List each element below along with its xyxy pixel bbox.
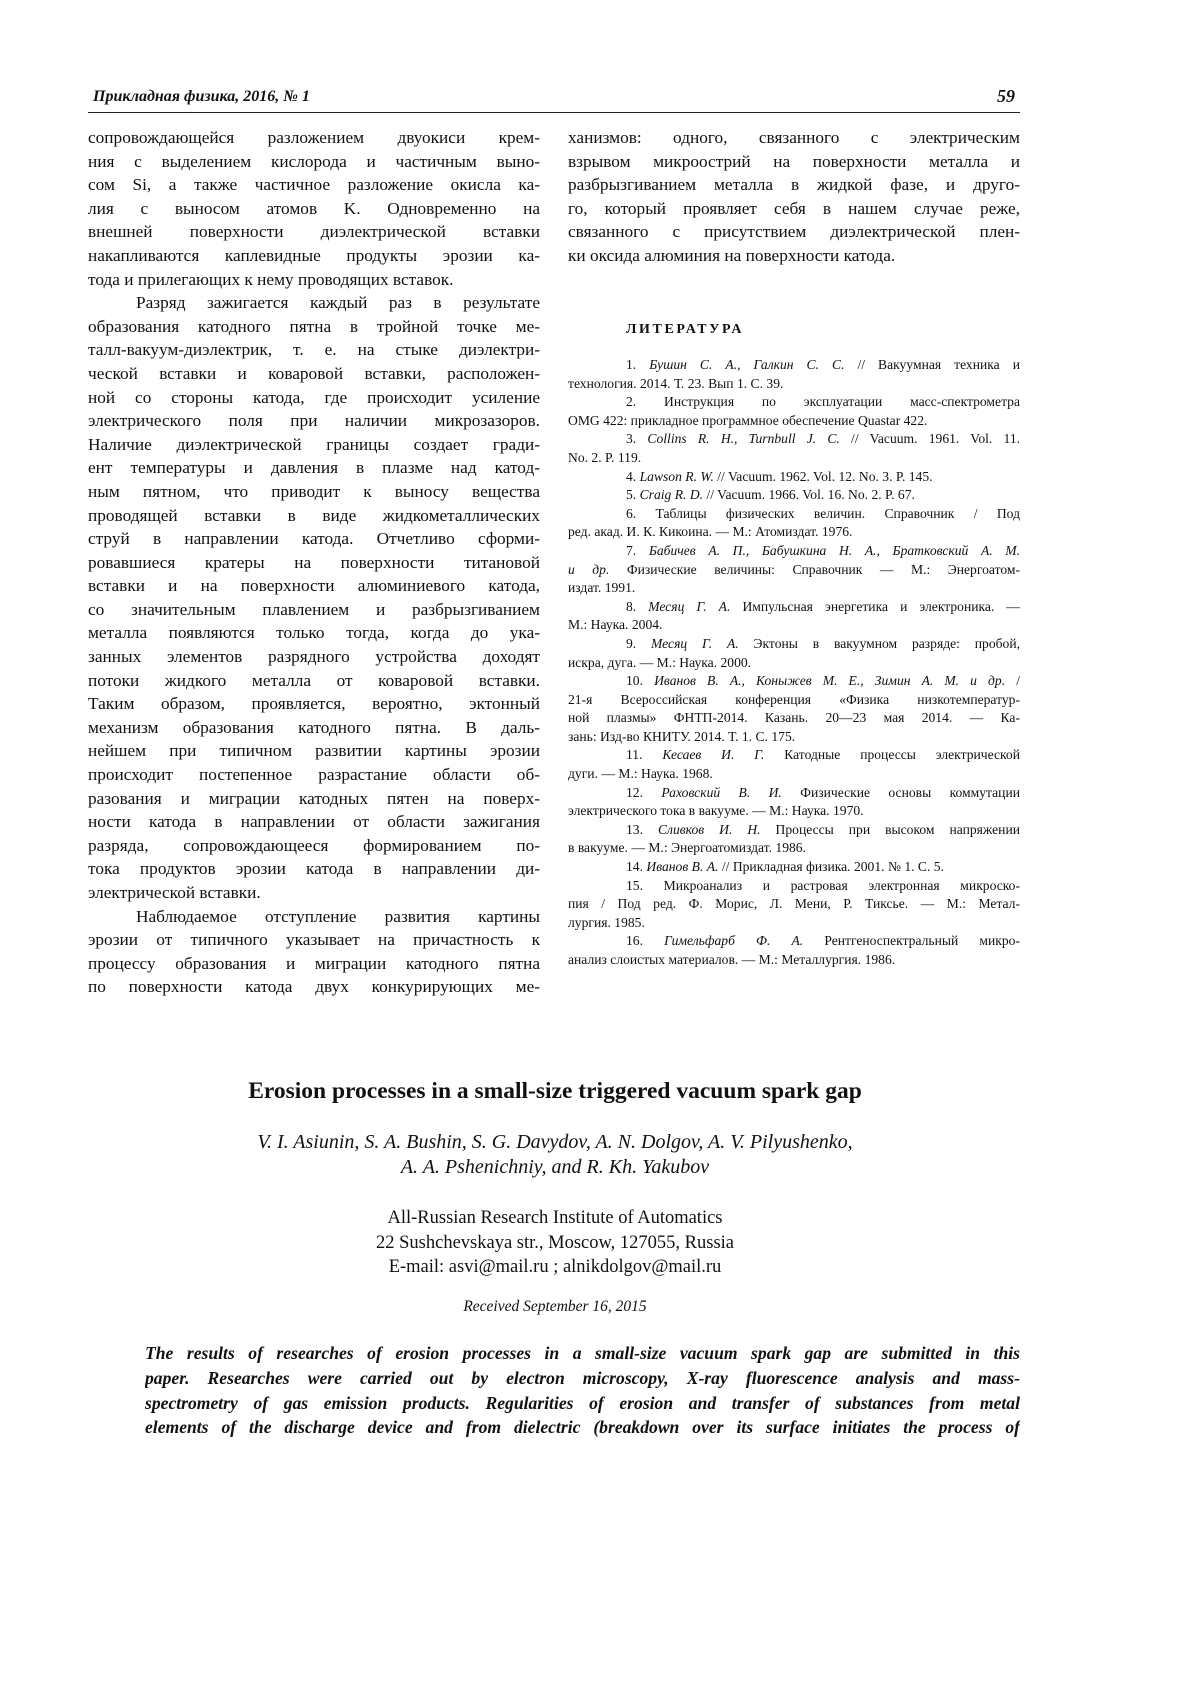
text-line: происходит постепенное разрастание области об- [88,765,540,785]
text-line: ческой вставки и коваровой вставки, расположен- [88,363,540,383]
reference-text: анализ слоистых материалов. — М.: Металлургия. 1986. [568,952,896,967]
reference-number: 11. [626,747,663,763]
reference-text: Физические основы коммутации [781,784,1020,800]
reference-text: зань: Изд-во КНИТУ. 2014. Т. 1. С. 175. [568,728,796,744]
reference-text: Таблицы физических величин. Справочник / Под [655,505,1020,521]
reference-item [568,821,1020,858]
reference-text: // Vacuum. 1961. Vol. 11. [839,431,1020,447]
reference-number: 8. [626,598,649,614]
reference-authors: Месяц Г. А. [651,635,739,651]
reference-line [568,449,1020,468]
reference-text: Процессы при высоком напряжении [760,821,1020,837]
reference-line [568,486,1020,505]
reference-text: Импульсная энергетика и электроника. — [730,598,1020,614]
page-number: 59 [997,86,1015,106]
reference-item [568,542,1020,598]
text-line: ной со стороны катода, где происходит усиление [88,387,540,407]
running-header [88,86,1020,113]
reference-authors: Иванов В. А., Коныжев М. Е., Зимин А. М. и др. [654,673,1006,689]
text-line: электрического поля при наличии микрозазоров. [88,411,540,431]
text-line: внешней поверхности диэлектрической вставки [88,222,540,242]
text-line: нейшем при типичном развитии картины эрозии [88,741,540,761]
reference-text: // Прикладная физика. 2001. № 1. С. 5. [718,859,944,875]
reference-item [568,505,1020,542]
reference-authors: Craig R. D. [639,487,704,503]
text-line: со значительным плавлением и разбрызгиванием [88,599,540,619]
reference-text: OMG 422: прикладное программное обеспечение Quastar 422. [568,412,928,428]
reference-number: 6. [626,505,656,521]
reference-text: М.: Наука. 2004. [568,617,663,633]
english-title: Erosion processes in a small-size triggered vacuum spark gap [248,1078,862,1104]
reference-text: / [1005,673,1020,689]
reference-text: Катодные процессы электрической [764,747,1020,763]
reference-number: 5. [626,487,640,503]
references-list [568,356,1020,970]
reference-line [568,393,1020,412]
reference-line [568,598,1020,617]
reference-text: // Vacuum. 1966. Vol. 16. No. 2. P. 67. [703,487,915,503]
text-line: ния с выделением кислорода и частичным выно- [88,151,540,171]
reference-text: Эктоны в вакуумном разряде: пробой, [738,635,1020,651]
text-line: электрической вставки. [88,883,261,902]
reference-text: электрического тока в вакууме. — М.: Наука. 1970. [568,803,864,819]
reference-line [568,375,1020,394]
reference-line [568,784,1020,803]
reference-number: 16. [626,933,665,949]
reference-line [568,821,1020,840]
reference-line [568,932,1020,951]
reference-text: // Vacuum. 1962. Vol. 12. No. 3. P. 145. [713,468,933,484]
reference-item [568,430,1020,467]
reference-line [568,542,1020,561]
reference-item [568,784,1020,821]
affiliation-line: All-Russian Research Institute of Automatics [387,1208,723,1228]
text-line: лия с выносом атомов K. Одновременно на [88,198,540,218]
abstract [145,1341,1020,1440]
reference-text: Физические величины: Справочник — М.: Энергоатом- [609,561,1020,577]
reference-line [568,412,1020,431]
reference-text: Инструкция по эксплуатации масс-спектрометра [664,394,1020,410]
text-line: ровавшиеся кратеры на поверхности титановой [88,552,540,572]
reference-line [568,523,1020,542]
journal-name: Прикладная физика, 2016, № 1 [93,88,310,105]
reference-number: 3. [626,431,648,447]
text-line: талл-вакуум-диэлектрик, т. е. на стыке диэлектри- [88,340,540,360]
reference-authors: Иванов В. А. [646,859,719,875]
body-column-right [568,126,1020,268]
reference-line [568,914,1020,933]
reference-line [568,468,1020,487]
reference-line [568,858,1020,877]
reference-text: Микроанализ и растровая электронная микроско- [663,877,1020,893]
reference-text: // Вакуумная техника и [844,357,1020,372]
paragraph [568,126,1020,268]
reference-text: Рентгеноспектральный микро- [803,933,1020,949]
reference-line [568,616,1020,635]
text-line: механизм образования катодного пятна. В даль- [88,717,540,737]
reference-item [568,672,1020,746]
text-line: ханизмов: одного, связанного с электрическим [568,128,1020,147]
reference-authors: Бабичев А. П., Бабушкина Н. А., Братковский А. М. [648,542,1020,558]
authors-line: V. I. Asiunin, S. A. Bushin, S. G. Davydov, A. N. Dolgov, A. V. Pilyushenko, [257,1131,853,1153]
reference-item [568,932,1020,969]
text-line: разряда, сопровождающееся формированием по- [88,835,540,855]
text-line: струй в направлении катода. Отчетливо сформи- [88,529,540,549]
reference-authors: и др. [568,561,610,577]
affiliation-email: E-mail: asvi@mail.ru ; alnikdolgov@mail.ru [388,1257,722,1277]
reference-line [568,654,1020,673]
reference-authors: Lawson R. W. [639,468,714,484]
text-line: потоки жидкого металла от коваровой вставки. [88,670,540,690]
text-line: сопровождающейся разложением двуокиси крем- [88,128,540,147]
text-line: эрозии от типичного указывает на причастность к [88,930,540,950]
reference-line [568,951,1020,970]
english-authors [0,1130,1155,1180]
reference-text: пия / Под ред. Ф. Морис, Л. Мени, Р. Тиксье. — М.: Метал- [568,896,1020,912]
reference-line [568,746,1020,765]
abstract-line: The results of researches of erosion processes in a small-size vacuum spark gap are submitted in this [145,1343,1020,1363]
reference-line [568,635,1020,654]
reference-authors: Гимельфарб Ф. А. [664,933,804,949]
reference-line [568,356,1020,375]
text-line: сом Si, а также частичное разложение окисла ка- [88,175,540,195]
reference-text: дуги. — М.: Наука. 1968. [568,766,713,782]
reference-text: издат. 1991. [568,580,636,596]
text-line: Наличие диэлектрической границы создает гради- [88,434,540,454]
reference-text: ред. акад. И. К. Кикоина. — М.: Атомиздат. 1976. [568,524,853,540]
reference-text: лургия. 1985. [568,914,645,930]
affiliation-line: 22 Sushchevskaya str., Moscow, 127055, Russia [376,1232,734,1253]
reference-text: No. 2. P. 119. [568,449,642,465]
reference-item [568,746,1020,783]
paragraph [88,291,540,904]
reference-line [568,802,1020,821]
text-line: процессу образования и миграции катодного пятна [88,953,540,973]
reference-line [568,728,1020,747]
text-line: по поверхности катода двух конкурирующих ме- [88,977,540,997]
text-line: металла появляются только тогда, когда до ука- [88,623,540,643]
text-line: ным пятном, что приводит к выносу вещества [88,481,540,501]
text-line: вставки и на поверхности алюминиевого катода, [88,576,540,596]
text-line: ент температуры и давления в плазме над катод- [88,458,540,478]
reference-authors: Месяц Г. А. [648,598,731,614]
abstract-line: elements of the discharge device and from dielectric (breakdown over its surface initiates the process of [145,1417,1020,1438]
reference-authors: Сливков И. Н. [657,821,761,837]
reference-text: в вакууме. — М.: Энергоатомиздат. 1986. [568,840,806,856]
reference-line [568,430,1020,449]
reference-line [568,895,1020,914]
text-line: связанного с присутствием диэлектрической плен- [568,222,1020,242]
reference-line [568,561,1020,580]
reference-line [568,709,1020,728]
reference-number: 12. [626,784,662,800]
abstract-line: paper. Researches were carried out by electron microscopy, X-ray fluorescence analysis and mass- [145,1367,1020,1388]
reference-line [568,579,1020,598]
reference-item [568,858,1020,877]
reference-line [568,877,1020,896]
text-line: разования и миграции катодных пятен на поверх- [88,788,540,808]
reference-item [568,877,1020,933]
reference-item [568,393,1020,430]
reference-item [568,598,1020,635]
reference-authors: Collins R. H., Turnbull J. C. [647,431,840,447]
reference-number: 10. [626,673,655,689]
reference-text: ной плазмы» ФНТП-2014. Казань. 20—23 мая 2014. — Ка- [568,710,1020,726]
reference-item [568,468,1020,487]
text-line: Наблюдаемое отступление развития картины [136,906,540,926]
reference-number: 4. [626,468,640,484]
reference-line [568,672,1020,691]
paragraph [88,905,540,999]
text-line: разбрызгиванием металла в жидкой фазе, и друго- [568,175,1020,195]
references-heading: ЛИТЕРАТУРА [626,322,745,337]
text-line: Таким образом, проявляется, вероятно, эктонный [88,694,540,714]
reference-number: 13. [626,821,658,837]
reference-line [568,765,1020,784]
reference-item [568,356,1020,393]
text-line: проводящей вставки в виде жидкометаллических [88,505,540,525]
reference-authors: Кесаев И. Г. [662,747,765,763]
reference-number: 14. [626,859,647,875]
text-line: взрывом микроострий на поверхности металла и [568,151,1020,171]
reference-text: технология. 2014. Т. 23. Вып 1. С. 39. [568,375,784,391]
reference-item [568,635,1020,672]
reference-authors: Раховский В. И. [661,784,782,800]
text-line: ки оксида алюминия на поверхности катода. [568,245,896,265]
text-line: накапливаются каплевидные продукты эрозии ка- [88,245,540,265]
text-line: тока продуктов эрозии катода в направлении ди- [88,859,540,879]
reference-number: 2. [626,394,665,410]
abstract-line: spectrometry of gas emission products. Regularities of erosion and transfer of substances from metal [145,1392,1020,1413]
reference-number: 7. [626,542,649,558]
reference-authors: Бушин С. А., Галкин С. С. [649,357,845,372]
reference-number: 15. [626,877,664,893]
text-line: го, который проявляет себя в нашем случае реже, [568,198,1020,218]
authors-line: A. A. Pshenichniy, and R. Kh. Yakubov [400,1156,710,1178]
paragraph [88,126,540,291]
reference-number: 9. [626,635,652,651]
affiliation [0,1206,1155,1280]
reference-line [568,505,1020,524]
reference-line [568,691,1020,710]
reference-line [568,839,1020,858]
reference-text: 21-я Всероссийская конференция «Физика низкотемператур- [568,691,1020,707]
reference-text: искра, дуга. — М.: Наука. 2000. [568,654,752,670]
text-line: образования катодного пятна в тройной точке ме- [88,316,540,336]
text-line: ности катода в направлении от области зажигания [88,812,540,832]
body-column-left [88,126,540,999]
text-line: занных элементов разрядного устройства доходят [88,647,540,667]
text-line: Разряд зажигается каждый раз в результате [136,293,540,313]
reference-item [568,486,1020,505]
reference-number: 1. [626,357,650,372]
received-date: Received September 16, 2015 [463,1298,647,1315]
text-line: тода и прилегающих к нему проводящих вставок. [88,269,454,289]
